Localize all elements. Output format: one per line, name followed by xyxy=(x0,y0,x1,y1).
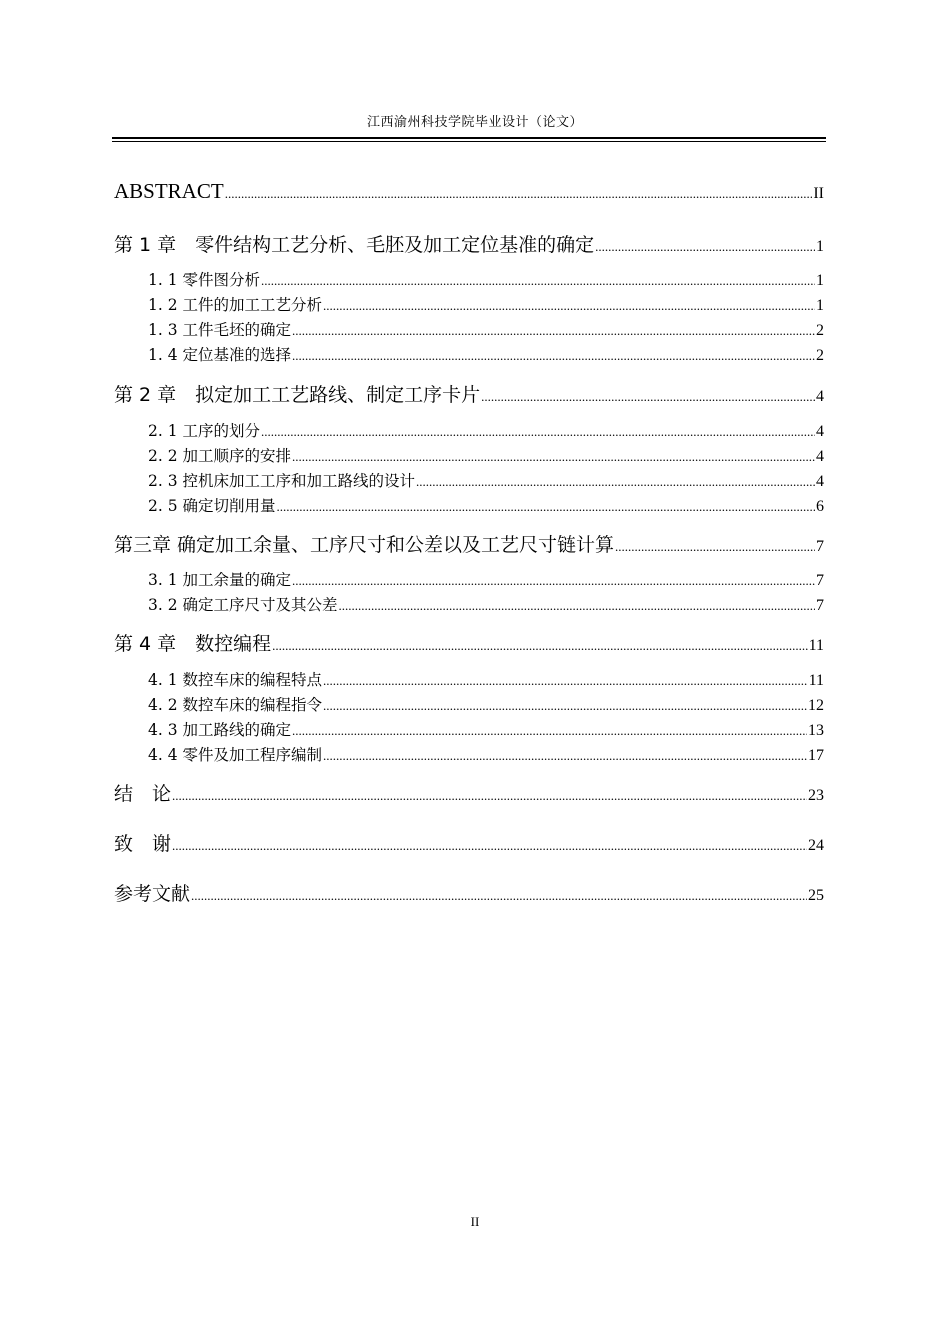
toc-entry-page: 17 xyxy=(808,747,824,764)
toc-entry-page: 23 xyxy=(808,787,824,804)
toc-entry-section-3-1[interactable] xyxy=(148,568,824,590)
dot-leader xyxy=(339,598,815,614)
toc-entry-page: 7 xyxy=(816,597,824,614)
dot-leader xyxy=(292,323,815,339)
toc-entry-page: 4 xyxy=(816,388,824,405)
toc-entry-section-1-3[interactable] xyxy=(148,318,824,340)
toc-entry-section-4-4[interactable] xyxy=(148,743,824,765)
toc-entry-chapter-1[interactable] xyxy=(114,230,824,257)
toc-entry-label: 致 谢 xyxy=(114,833,172,855)
header-rule-thin xyxy=(112,141,826,142)
toc-entry-page: 24 xyxy=(808,837,824,854)
toc-entry-acknowledgements[interactable] xyxy=(114,829,824,856)
toc-entry-page: 1 xyxy=(816,272,824,289)
toc-entry-section-2-2[interactable] xyxy=(148,444,824,466)
toc-entry-label: 4. 2 数控车床的编程指令 xyxy=(148,696,323,714)
dot-leader xyxy=(225,186,813,202)
toc-entry-label: 第 2 章 拟定加工工艺路线、制定工序卡片 xyxy=(114,384,481,406)
running-header: 江西渝州科技学院毕业设计（论文） xyxy=(366,115,583,130)
dot-leader xyxy=(481,389,815,405)
toc-entry-page: 7 xyxy=(816,572,824,589)
toc-entry-label: 结 论 xyxy=(114,783,172,805)
toc-entry-label: 第 4 章 数控编程 xyxy=(114,633,272,655)
toc-entry-page: 4 xyxy=(816,473,824,490)
toc-entry-label: 参考文献 xyxy=(114,883,191,905)
dot-leader xyxy=(172,838,807,854)
toc-entry-section-4-2[interactable] xyxy=(148,693,824,715)
toc-entry-page: 13 xyxy=(808,722,824,739)
toc-entry-label: 1. 3 工件毛坯的确定 xyxy=(148,321,292,339)
toc-entry-section-1-2[interactable] xyxy=(148,293,824,315)
toc-entry-page: 1 xyxy=(816,238,824,255)
toc-entry-section-2-1[interactable] xyxy=(148,419,824,441)
dot-leader xyxy=(272,638,807,654)
toc-entry-page: 25 xyxy=(808,887,824,904)
toc-entry-label: 4. 4 零件及加工程序编制 xyxy=(148,746,323,764)
toc-entry-label: 3. 1 加工余量的确定 xyxy=(148,571,292,589)
toc-entry-chapter-4[interactable] xyxy=(114,629,824,656)
toc-entry-label: 4. 1 数控车床的编程特点 xyxy=(148,671,323,689)
toc-entry-page: II xyxy=(813,185,824,202)
toc-entry-references[interactable] xyxy=(114,879,824,906)
toc-entry-section-2-5[interactable] xyxy=(148,494,824,516)
toc-entry-label: 3. 2 确定工序尺寸及其公差 xyxy=(148,596,338,614)
dot-leader xyxy=(323,673,808,689)
toc-entry-label: 第三章 确定加工余量、工序尺寸和公差以及工艺尺寸链计算 xyxy=(114,534,615,556)
dot-leader xyxy=(172,788,807,804)
toc-entry-page: 11 xyxy=(808,672,824,689)
toc-entry-label: ABSTRACT xyxy=(114,179,224,203)
toc-entry-label: 4. 3 加工路线的确定 xyxy=(148,721,292,739)
toc-entry-conclusion[interactable] xyxy=(114,779,824,806)
toc-entry-label: 2. 3 控机床加工工序和加工路线的设计 xyxy=(148,472,416,490)
toc-entry-page: 4 xyxy=(816,448,824,465)
toc-entry-section-4-1[interactable] xyxy=(148,668,824,690)
toc-entry-page: 11 xyxy=(808,637,824,654)
toc-entry-page: 2 xyxy=(816,322,824,339)
toc-entry-page: 6 xyxy=(816,498,824,515)
dot-leader xyxy=(191,888,807,904)
dot-leader xyxy=(261,273,815,289)
toc-entry-section-1-4[interactable] xyxy=(148,343,824,365)
toc-entry-page: 2 xyxy=(816,347,824,364)
toc-entry-page: 4 xyxy=(816,423,824,440)
dot-leader xyxy=(261,424,815,440)
dot-leader xyxy=(292,348,815,364)
toc-entry-section-3-2[interactable] xyxy=(148,593,824,615)
dot-leader xyxy=(277,499,815,515)
dot-leader xyxy=(323,298,815,314)
toc-entry-label: 2. 2 加工顺序的安排 xyxy=(148,447,292,465)
dot-leader xyxy=(292,449,815,465)
toc-entry-label: 2. 5 确定切削用量 xyxy=(148,497,276,515)
dot-leader xyxy=(416,474,815,490)
toc-entry-label: 1. 4 定位基准的选择 xyxy=(148,346,292,364)
page-number-footer: II xyxy=(470,1214,480,1229)
dot-leader xyxy=(323,748,807,764)
toc-entry-chapter-2[interactable] xyxy=(114,380,824,407)
toc-entry-page: 12 xyxy=(808,697,824,714)
dot-leader xyxy=(292,573,815,589)
toc-entry-section-1-1[interactable] xyxy=(148,268,824,290)
toc-entry-page: 7 xyxy=(816,538,824,555)
dot-leader xyxy=(323,698,807,714)
toc-entry-label: 第 1 章 零件结构工艺分析、毛胚及加工定位基准的确定 xyxy=(114,234,595,256)
dot-leader xyxy=(292,723,807,739)
header-rule-thick xyxy=(112,137,826,139)
toc-entry-label: 1. 1 零件图分析 xyxy=(148,271,261,289)
toc-entry-section-4-3[interactable] xyxy=(148,718,824,740)
toc-entry-chapter-3[interactable] xyxy=(114,530,824,557)
toc-entry-page: 1 xyxy=(816,297,824,314)
toc-entry-label: 1. 2 工件的加工工艺分析 xyxy=(148,296,323,314)
dot-leader xyxy=(595,239,815,255)
dot-leader xyxy=(615,539,815,555)
toc-entry-abstract[interactable] xyxy=(114,179,824,204)
toc-entry-label: 2. 1 工序的划分 xyxy=(148,422,261,440)
toc-entry-section-2-3[interactable] xyxy=(148,469,824,491)
